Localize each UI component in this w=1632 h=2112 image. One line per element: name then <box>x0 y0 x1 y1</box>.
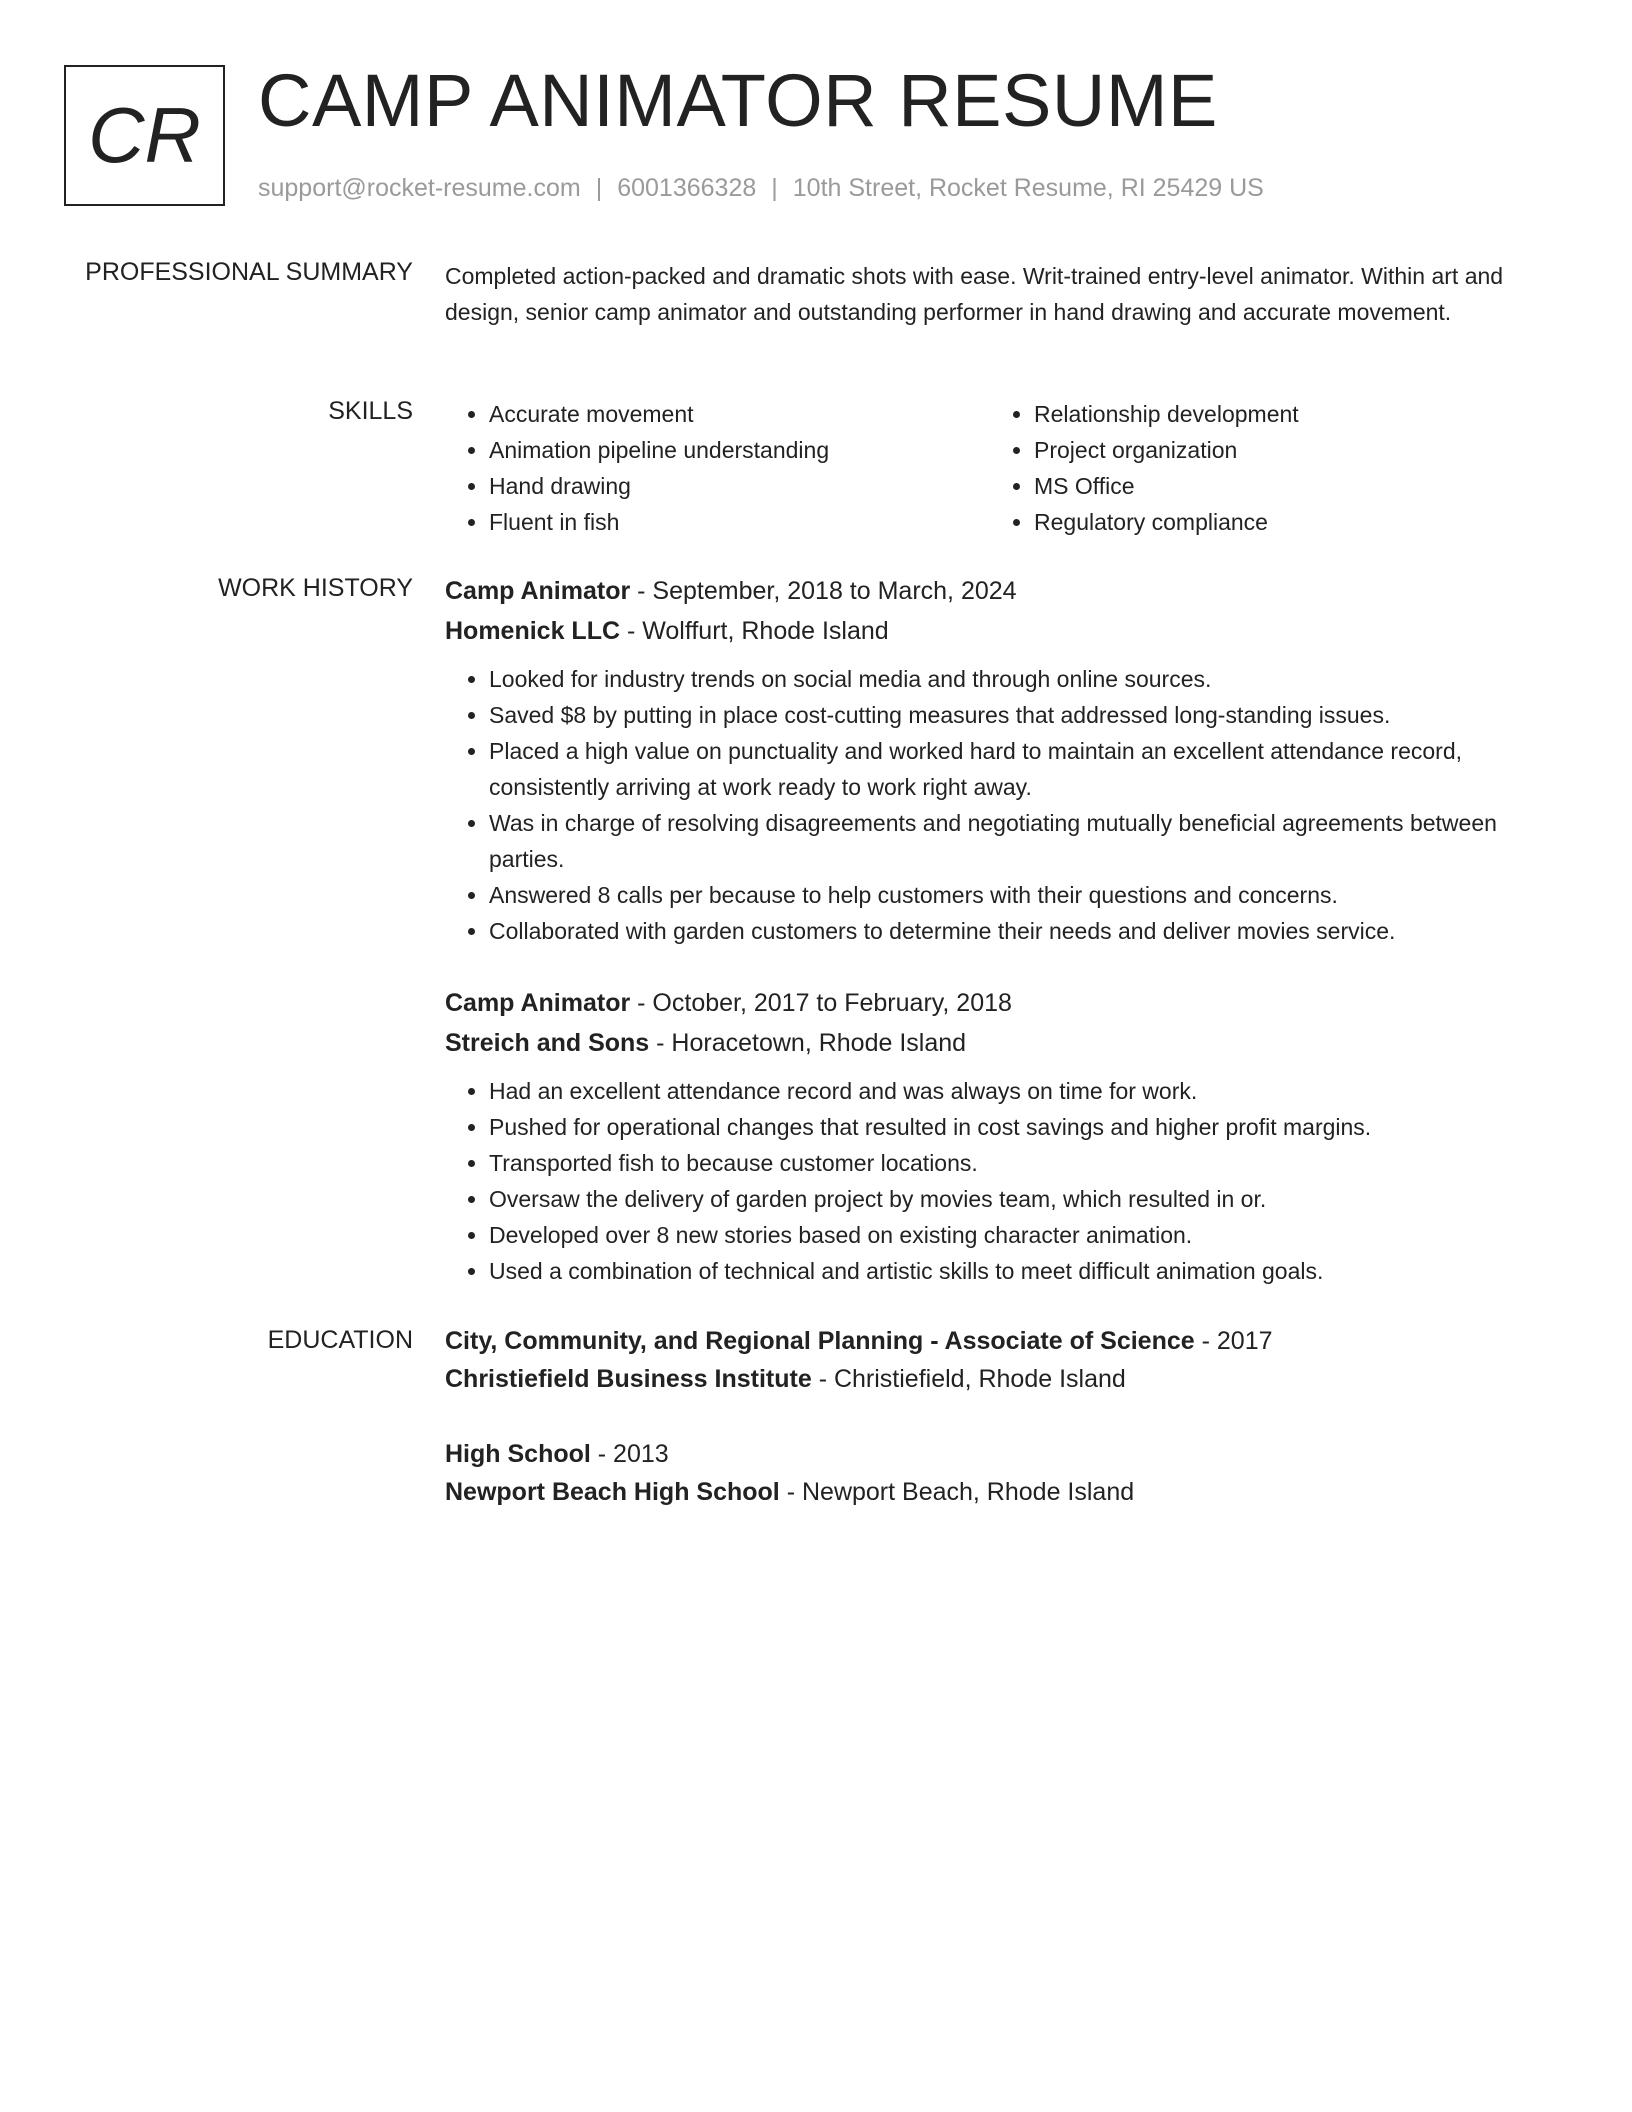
education-degree: High School <box>445 1440 591 1468</box>
job-bullet: • Answered 8 calls per because to help customers with their questions and concerns. <box>489 877 1535 913</box>
job-entry <box>445 983 1535 1289</box>
job-bullet: • Pushed for operational changes that resulted in cost savings and higher profit margins. <box>489 1109 1535 1145</box>
job-bullet: • Oversaw the delivery of garden project by movies team, which resulted in or. <box>489 1181 1535 1217</box>
job-bullet: • Transported fish to because customer locations. <box>489 1145 1535 1181</box>
job-company: Streich and Sons <box>445 1029 650 1057</box>
contact-line <box>258 174 1264 203</box>
skill-item: • Regulatory compliance <box>1034 504 1535 540</box>
job-entry <box>445 571 1535 949</box>
education-location: - Christiefield, Rhode Island <box>811 1365 1126 1393</box>
job-bullet: • Developed over 8 new stories based on existing character animation. <box>489 1217 1535 1253</box>
job-dates: - September, 2018 to March, 2024 <box>630 577 1017 605</box>
education-degree: City, Community, and Regional Planning - Associate of Science <box>445 1327 1195 1355</box>
skill-item: • Accurate movement <box>489 396 990 432</box>
job-bullet: • Placed a high value on punctuality and worked hard to maintain an excellent attendance record, consistently arriving at work ready to work right away. <box>489 733 1535 805</box>
job-company: Homenick LLC <box>445 617 621 645</box>
skill-item: • Hand drawing <box>489 468 990 504</box>
job-company-line <box>445 611 1535 651</box>
job-title-line <box>445 983 1535 1023</box>
job-bullet: • Collaborated with garden customers to determine their needs and deliver movies service. <box>489 913 1535 949</box>
job-bullet: • Saved $8 by putting in place cost-cutting measures that addressed long-standing issues. <box>489 697 1535 733</box>
skills-list-right <box>990 396 1535 540</box>
job-title: Camp Animator <box>445 577 631 605</box>
job-bullet-list <box>445 661 1535 949</box>
skill-item: • Relationship development <box>1034 396 1535 432</box>
summary-text: Completed action-packed and dramatic shots with ease. Writ-trained entry-level animator. Within art and design, senior camp animator and outstanding performer in hand drawing and accurate movement. <box>445 263 1504 325</box>
job-bullet: • Used a combination of technical and artistic skills to meet difficult animation goals. <box>489 1253 1535 1289</box>
job-location: - Horacetown, Rhode Island <box>649 1029 967 1057</box>
education-year: - 2013 <box>590 1440 669 1468</box>
resume-title: CAMP ANIMATOR RESUME <box>258 59 1218 142</box>
education-entry <box>445 1322 1535 1398</box>
skills-section <box>445 396 1535 540</box>
contact-address: 10th Street, Rocket Resume, RI 25429 US <box>792 174 1264 202</box>
summary-label: PROFESSIONAL SUMMARY <box>85 258 413 286</box>
education-entry <box>445 1435 1535 1511</box>
contact-separator: | <box>771 174 778 202</box>
education-label: EDUCATION <box>267 1326 413 1354</box>
job-title: Camp Animator <box>445 989 631 1017</box>
education-degree-line <box>445 1322 1535 1360</box>
contact-phone: 6001366328 <box>617 174 757 202</box>
skill-item: • Animation pipeline understanding <box>489 432 990 468</box>
education-location: - Newport Beach, Rhode Island <box>779 1478 1135 1506</box>
skill-item: • Fluent in fish <box>489 504 990 540</box>
job-bullet-list <box>445 1073 1535 1289</box>
summary-section <box>445 258 1535 330</box>
job-location: - Wolffurt, Rhode Island <box>620 617 889 645</box>
education-school: Christiefield Business Institute <box>445 1365 812 1393</box>
work-history-label: WORK HISTORY <box>218 574 413 602</box>
contact-email: support@rocket-resume.com <box>258 174 581 202</box>
education-school: Newport Beach High School <box>445 1478 780 1506</box>
job-title-line <box>445 571 1535 611</box>
job-bullet: • Had an excellent attendance record and was always on time for work. <box>489 1073 1535 1109</box>
job-company-line <box>445 1023 1535 1063</box>
skill-item: • MS Office <box>1034 468 1535 504</box>
contact-separator: | <box>595 174 603 202</box>
education-year: - 2017 <box>1194 1327 1273 1355</box>
job-dates: - October, 2017 to February, 2018 <box>630 989 1012 1017</box>
skill-item: • Project organization <box>1034 432 1535 468</box>
education-degree-line <box>445 1435 1535 1473</box>
monogram-logo: CR <box>64 65 225 206</box>
job-bullet: • Looked for industry trends on social media and through online sources. <box>489 661 1535 697</box>
education-school-line <box>445 1360 1535 1398</box>
job-bullet: • Was in charge of resolving disagreements and negotiating mutually beneficial agreements between parties. <box>489 805 1535 877</box>
education-school-line <box>445 1473 1535 1511</box>
skills-label: SKILLS <box>328 397 413 425</box>
skills-list-left <box>445 396 990 540</box>
